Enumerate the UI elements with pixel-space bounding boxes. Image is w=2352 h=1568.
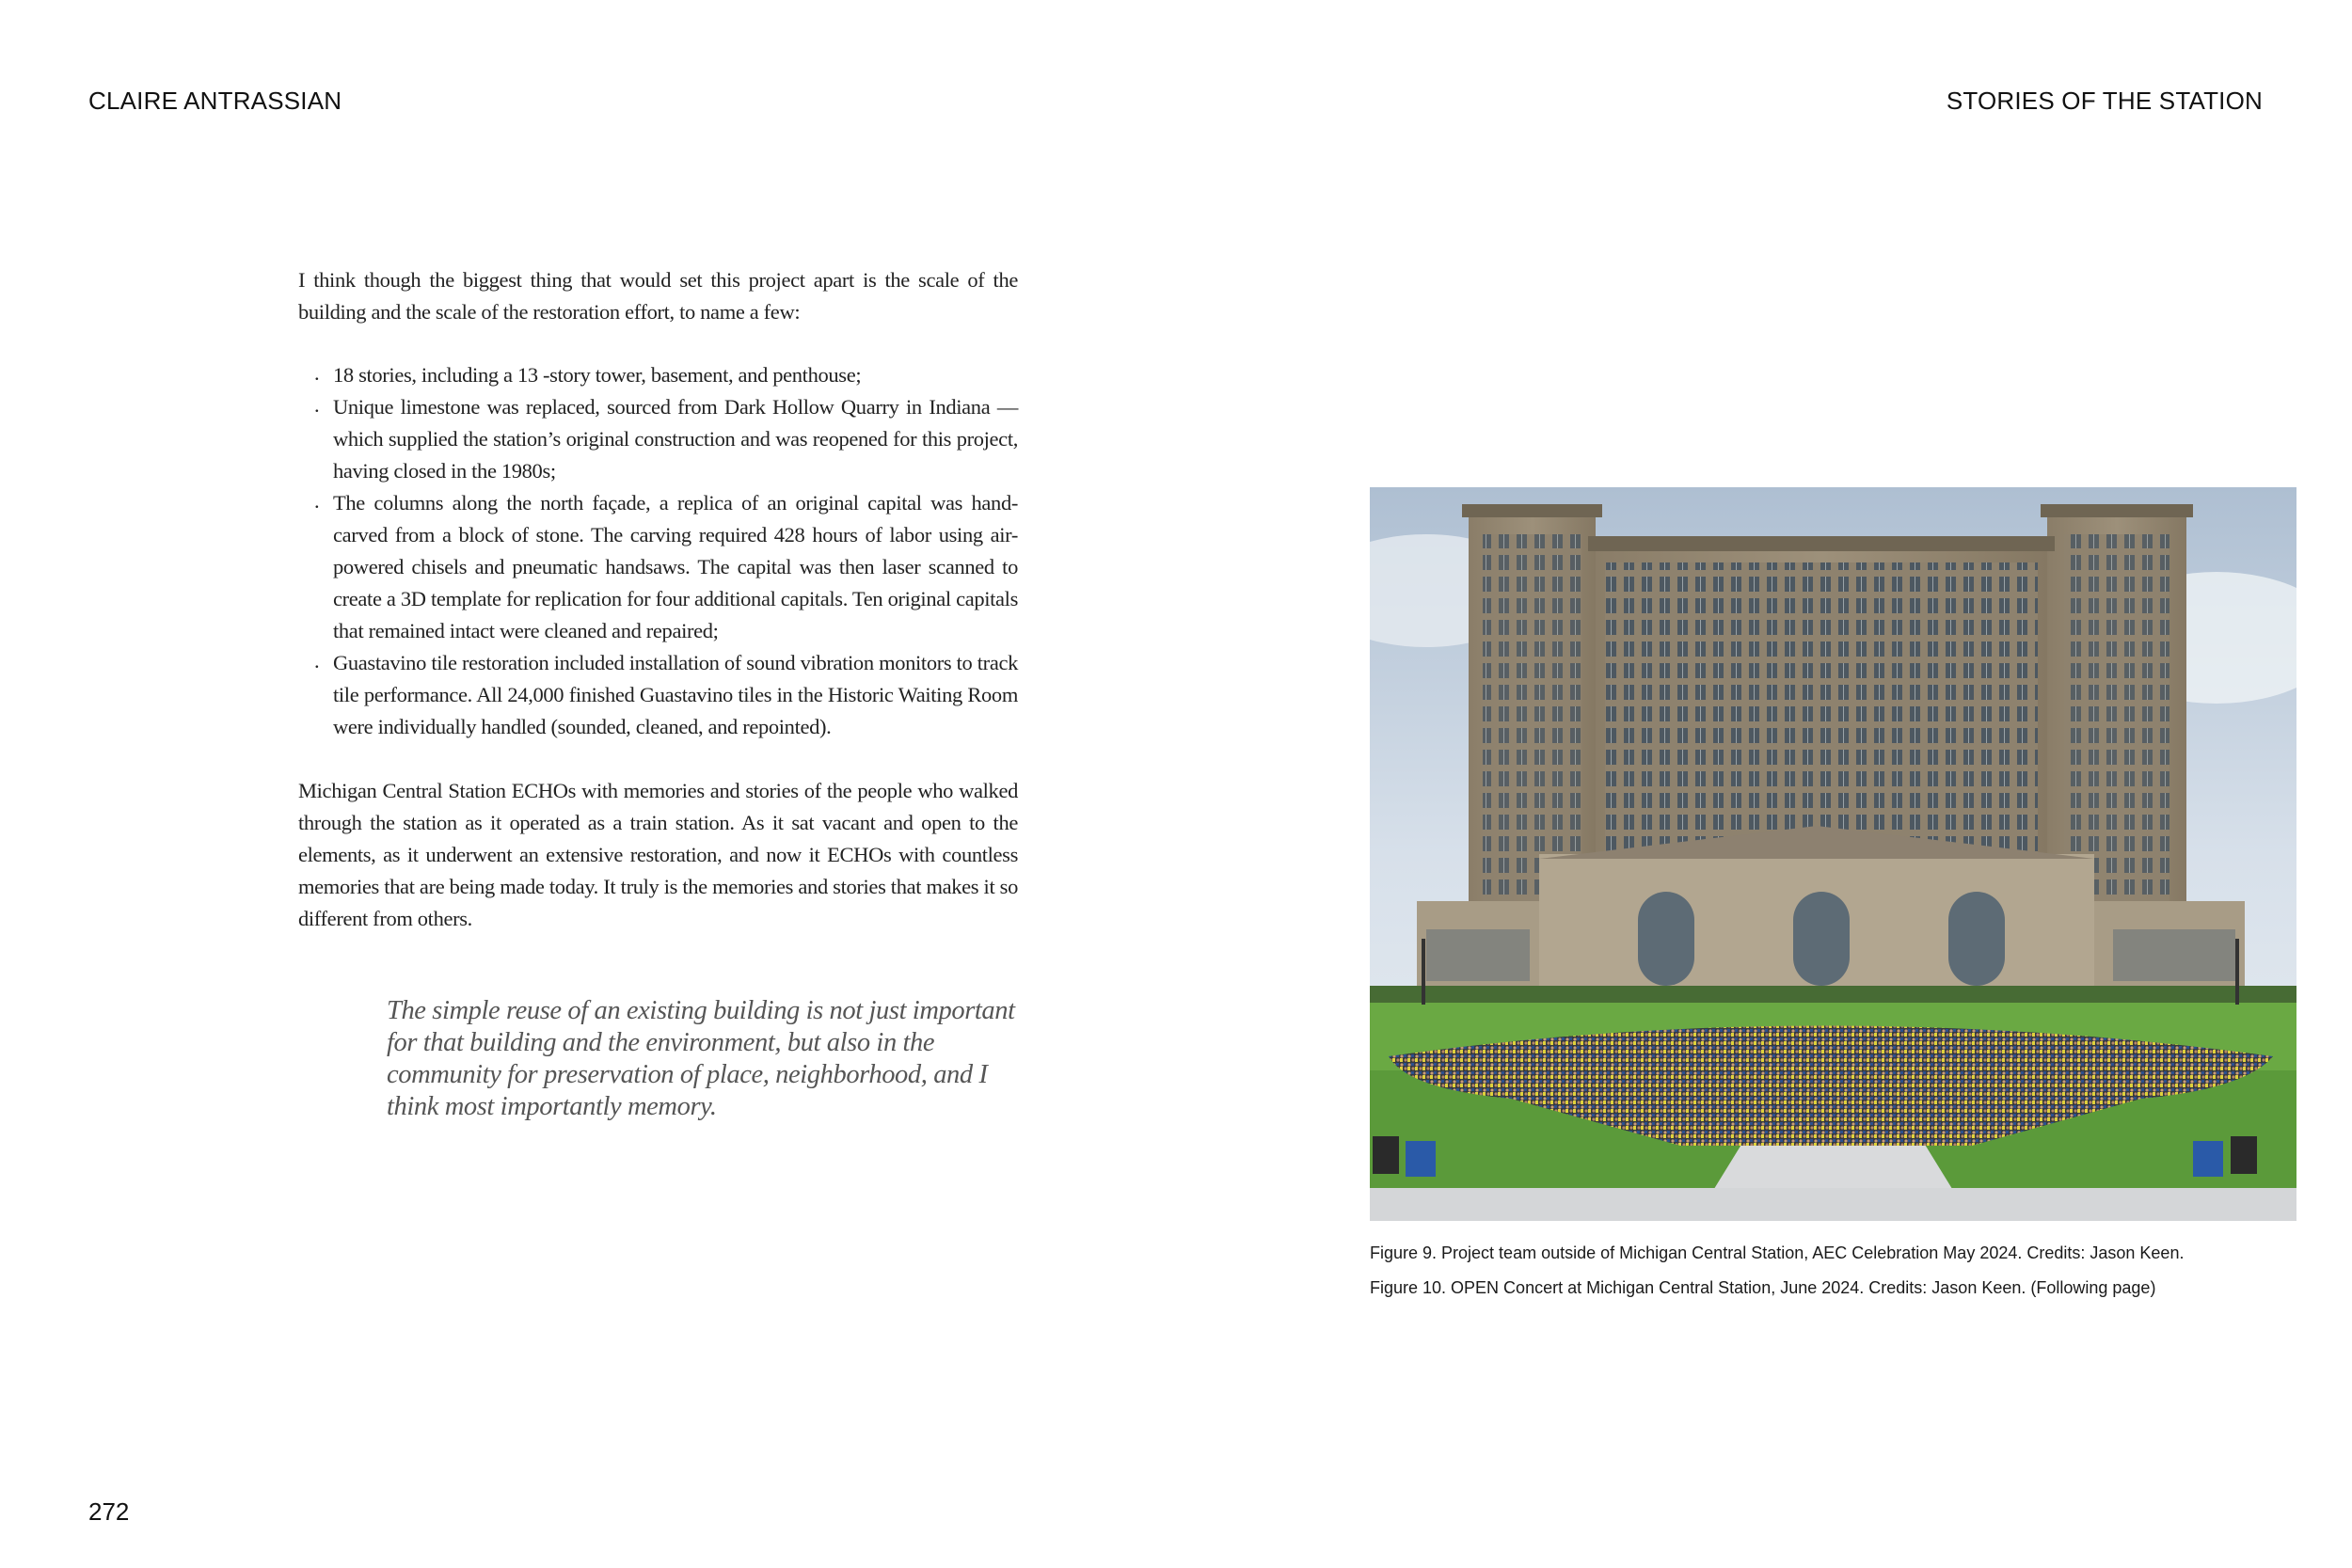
figure-9-caption: Figure 9. Project team outside of Michigan Central Station, AEC Celebration May 2024. Credits: Jason Keen. <box>1370 1243 2185 1262</box>
station-team-photo <box>1370 487 2296 1221</box>
list-item: . 18 stories, including a 13 -story tower, basement, and penthouse; <box>333 359 1018 391</box>
list-item: . Guastavino tile restoration included installation of sound vibration monitors to track tile performance. All 24,000 finished Guastavino tiles in the Historic Waiting Room were individually handled (sounded, cleaned, and repointed). <box>333 647 1018 743</box>
body-text-column <box>298 264 1018 935</box>
figure-10-caption: Figure 10. OPEN Concert at Michigan Central Station, June 2024. Credits: Jason Keen. (Following page) <box>1370 1278 2156 1297</box>
closing-paragraph: Michigan Central Station ECHOs with memories and stories of the people who walked through the station as it operated as a train station. As it sat vacant and open to the elements, as it underwent an extensive restoration, and now it ECHOs with countless memories that are being made today. It truly is the memories and stories that makes it so different from others. <box>298 779 1018 930</box>
pull-quote: The simple reuse of an existing building is not just important for that building and the environment, but also in the community for preservation of place, neighborhood, and I think most importantly memory. <box>387 996 1015 1121</box>
page-number: 272 <box>88 1497 130 1526</box>
list-item: . The columns along the north façade, a replica of an original capital was hand-carved from a block of stone. The carving required 428 hours of labor using air-powered chisels and pneumatic handsaws. The capital was then laser scanned to create a 3D template for replication for four additional capitals. Ten original capitals that remained intact were cleaned and repaired; <box>333 487 1018 647</box>
list-item: . Unique limestone was replaced, sourced from Dark Hollow Quarry in Indiana —which supplied the station’s original construction and was reopened for this project, having closed in the 1980s; <box>333 391 1018 487</box>
intro-paragraph: I think though the biggest thing that would set this project apart is the scale of the building and the scale of the restoration effort, to name a few: <box>298 268 1018 324</box>
running-header-author: CLAIRE ANTRASSIAN <box>88 87 342 115</box>
running-header-title: STORIES OF THE STATION <box>1946 87 2263 115</box>
restoration-facts-list <box>298 359 1018 743</box>
